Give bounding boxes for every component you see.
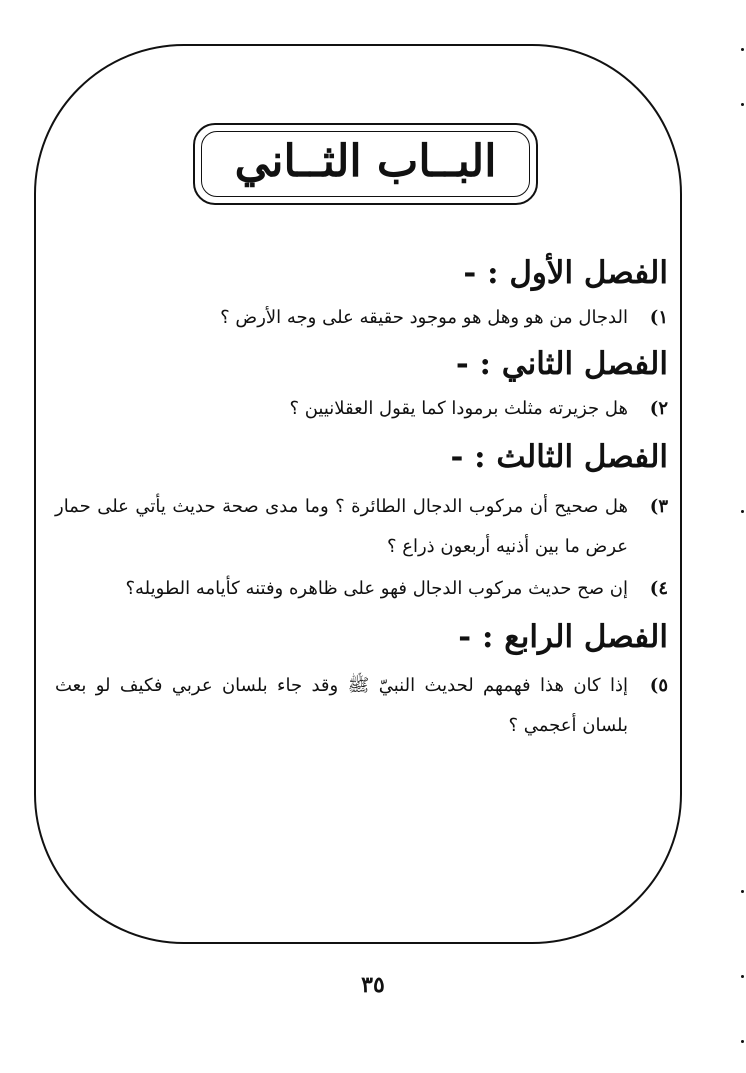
question-number: ٢) [649, 398, 668, 420]
page-number: ٣٥ [361, 972, 385, 998]
question-number: ٤) [649, 577, 668, 599]
question-number: ١) [649, 307, 668, 329]
question-text: الدجال من هو وهل هو موجود حقيقه على وجه الأرض ؟ [220, 307, 628, 329]
question-text: إذا كان هذا فهمهم لحديث النبيّ ﷺ وقد جاء بلسان عربي فكيف لو بعث بلسان أعجمي ؟ [55, 674, 628, 736]
question-item-4 [55, 569, 668, 609]
scan-speck [741, 890, 744, 893]
chapter-heading-3: الفصل الثالث : - [450, 439, 668, 476]
question-item-2 [55, 389, 668, 429]
question-item-5 [55, 666, 668, 746]
chapter-heading-4: الفصل الرابع : - [458, 618, 668, 655]
page-title: البــاب الثــاني [234, 136, 497, 187]
scan-speck [741, 48, 744, 51]
scan-speck [741, 103, 744, 106]
chapter-heading-1: الفصل الأول : - [463, 255, 668, 291]
title-box [193, 123, 538, 205]
content-area [55, 255, 668, 746]
question-text: هل جزيرته مثلث برمودا كما يقول العقلانيين ؟ [289, 398, 628, 420]
question-text: هل صحيح أن مركوب الدجال الطائرة ؟ وما مدى صحة حديث يأتي على حمار عرض ما بين أذنيه أربعون ذراع ؟ [55, 495, 628, 557]
question-number: ٥) [649, 674, 668, 696]
question-number: ٣) [649, 495, 668, 517]
question-item-1 [55, 298, 668, 338]
title-inner-frame [201, 131, 530, 197]
question-text: إن صح حديث مركوب الدجال فهو على ظاهره وفتنه كأيامه الطويله؟ [125, 577, 628, 599]
scan-speck [741, 975, 744, 978]
scan-speck [741, 510, 744, 513]
scan-speck [741, 1040, 744, 1043]
chapter-heading-2: الفصل الثاني : - [455, 346, 668, 383]
question-item-3 [55, 487, 668, 567]
